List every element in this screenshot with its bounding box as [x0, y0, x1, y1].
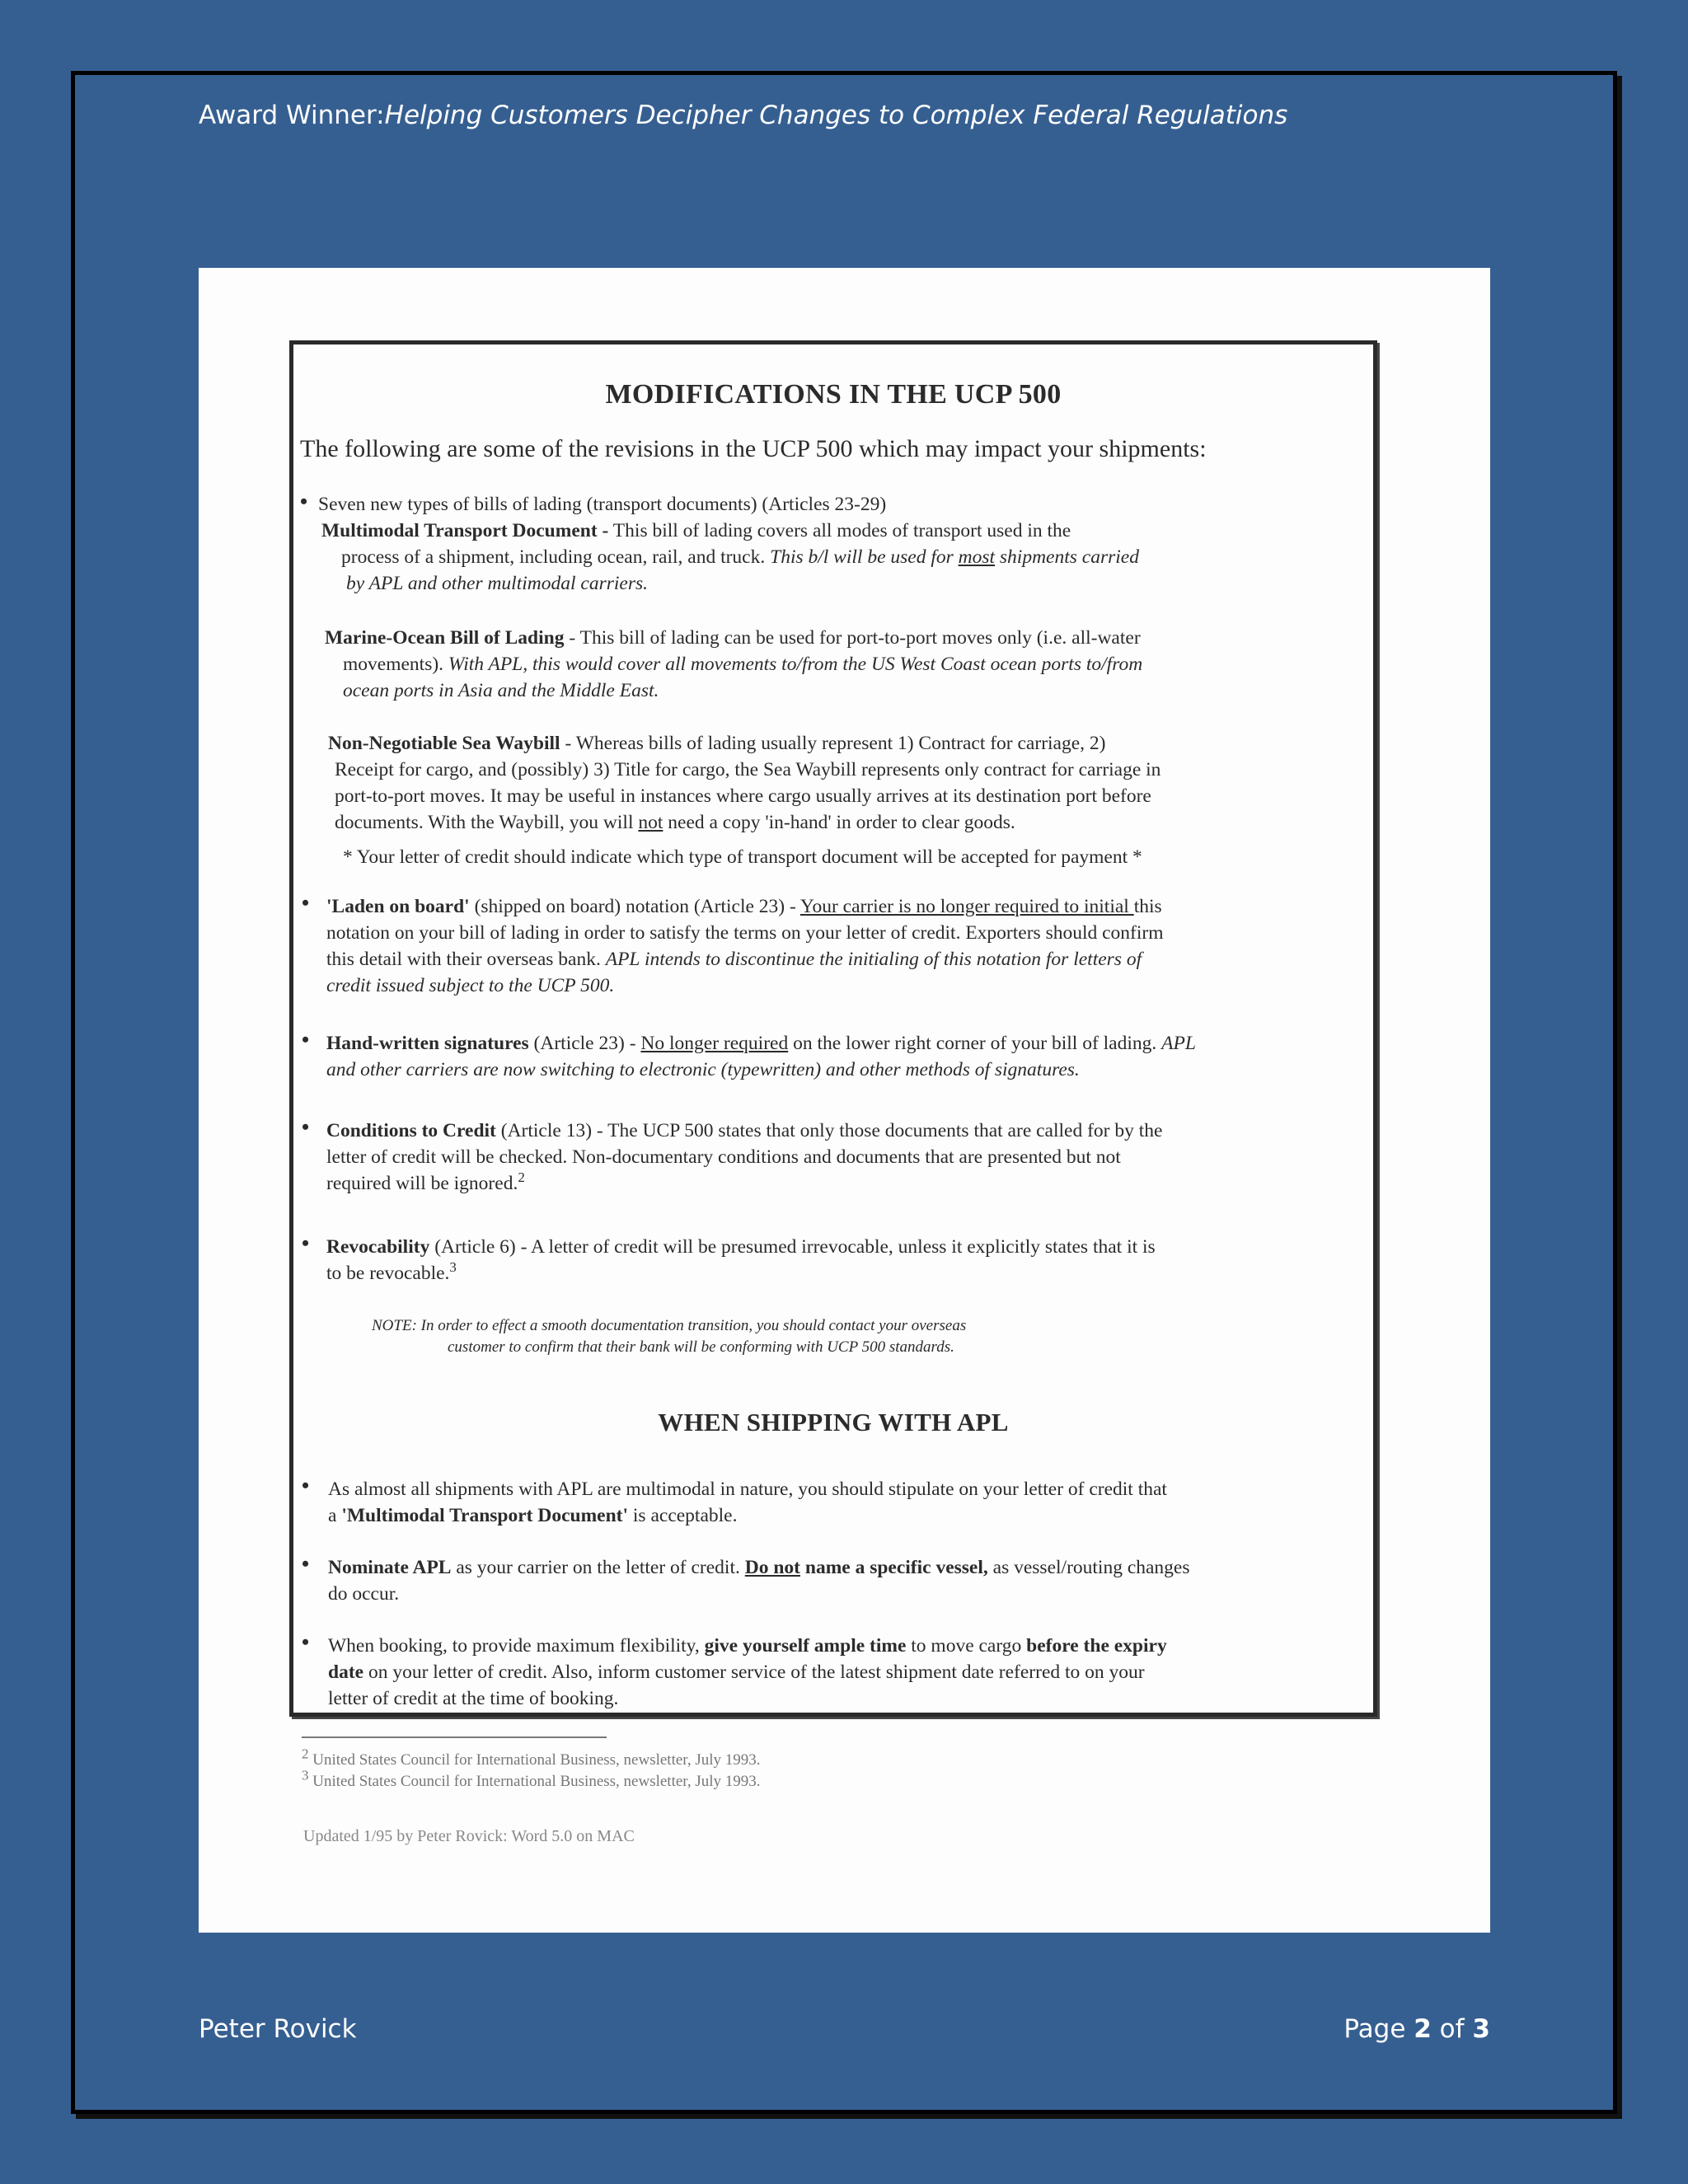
term-signatures: Hand-written signatures — [326, 1033, 529, 1054]
page-current: 2 — [1414, 2014, 1432, 2044]
text: - This bill of lading can be used for port-to-port moves only (i.e. all-water — [564, 627, 1141, 649]
footnote-2 — [302, 1746, 761, 1769]
section-heading: WHEN SHIPPING WITH APL — [658, 1408, 1009, 1436]
text: (shipped on board) notation (Article 23) - — [469, 896, 800, 917]
text: give yourself ample time — [704, 1635, 907, 1657]
bullet-icon: • — [302, 1630, 310, 1654]
text: on the lower right corner of your bill of lading. — [788, 1033, 1162, 1054]
bullet-booking — [328, 1633, 1167, 1712]
text: is acceptable. — [628, 1505, 738, 1526]
text: to be revocable. — [326, 1263, 450, 1284]
text: process of a shipment, including ocean, rail, and truck. — [341, 546, 771, 568]
text: 'Multimodal Transport Document' — [341, 1505, 629, 1526]
document-box — [289, 340, 1377, 1717]
bullet-icon: • — [302, 1115, 310, 1139]
document-intro: The following are some of the revisions in the UCP 500 which may impact your shipments: — [300, 435, 1207, 462]
term-conditions: Conditions to Credit — [326, 1120, 496, 1141]
bullet-icon: • — [300, 490, 308, 513]
text: (Article 13) - The UCP 500 states that only those documents that are called for by the — [495, 1120, 1163, 1141]
text: to move cargo — [906, 1635, 1027, 1657]
bullet-icon: • — [302, 1231, 310, 1255]
text: Receipt for cargo, and (possibly) 3) Title for cargo, the Sea Waybill represents only contract for carriage in — [335, 759, 1161, 780]
bullet-icon: • — [302, 1552, 310, 1576]
text: ocean ports in Asia and the Middle East. — [343, 680, 659, 701]
text: Do not — [744, 1557, 800, 1578]
text: letter of credit will be checked. Non-documentary conditions and documents that are presented but not — [326, 1146, 1121, 1168]
scanned-document — [199, 268, 1490, 1933]
footnote-number: 3 — [302, 1767, 309, 1783]
footnote-3 — [302, 1767, 761, 1791]
text: Your carrier is no longer required to initial — [799, 896, 1134, 917]
text: of — [1431, 2014, 1473, 2044]
text: most — [958, 546, 996, 568]
text: - Whereas bills of lading usually represent 1) Contract for carriage, 2) — [560, 733, 1106, 754]
text: port-to-port moves. It may be useful in instances where cargo usually arrives at its destination port before — [335, 785, 1151, 807]
term-multimodal: Multimodal Transport Document - — [321, 520, 609, 541]
text: this detail with their overseas bank. — [326, 949, 606, 970]
term-sea-waybill: Non-Negotiable Sea Waybill — [328, 733, 560, 754]
footnote-ref: 3 — [449, 1259, 457, 1276]
bullet-revocability — [326, 1234, 1156, 1286]
text: Nominate APL — [328, 1557, 452, 1578]
text: customer to confirm that their bank will be conforming with UCP 500 standards. — [448, 1338, 954, 1356]
text: as vessel/routing changes — [987, 1557, 1190, 1578]
bullet-icon: • — [302, 1028, 310, 1052]
text: not — [638, 812, 663, 833]
transition-note — [372, 1315, 966, 1358]
text: and other carriers are now switching to electronic (typewritten) and other methods of signatures. — [326, 1059, 1080, 1080]
header-title: Helping Customers Decipher Changes to Complex Federal Regulations — [384, 101, 1288, 130]
page-total: 3 — [1472, 2014, 1490, 2044]
text: As almost all shipments with APL are multimodal in nature, you should stipulate on your letter of credit that — [328, 1479, 1167, 1500]
bullet-laden-on-board — [326, 893, 1164, 999]
term-laden-on-board: 'Laden on board' — [326, 896, 470, 917]
bullet-text: Seven new types of bills of lading (transport documents) (Articles 23-29) — [318, 494, 887, 515]
footnote-divider — [302, 1736, 607, 1738]
bullet-transport-docs — [318, 491, 1139, 597]
text: need a copy 'in-hand' in order to clear goods. — [663, 812, 1015, 833]
text: This bill of lading covers all modes of transport used in the — [608, 520, 1071, 541]
text: by APL and other multimodal carriers. — [346, 573, 648, 594]
text: This b/l will be used for — [770, 546, 959, 568]
footnote-ref: 2 — [518, 1169, 525, 1186]
text: on your letter of credit. Also, inform customer service of the latest shipment date referred to on your — [363, 1661, 1145, 1683]
term-marine-ocean: Marine-Ocean Bill of Lading — [325, 627, 565, 649]
text: movements). — [343, 654, 448, 675]
text: letter of credit at the time of booking. — [328, 1688, 619, 1709]
page-header — [199, 101, 1287, 130]
text: before the expiry — [1026, 1635, 1167, 1657]
text: this — [1133, 896, 1162, 917]
text: With APL, this would cover all movements to/from the US West Coast ocean ports to/from — [448, 654, 1143, 675]
bullet-icon: • — [302, 891, 310, 915]
text: (Article 23) - — [528, 1033, 641, 1054]
marine-ocean-bill — [325, 625, 1142, 704]
transport-doc-note: * Your letter of credit should indicate which type of transport document will be accepted for payment * — [343, 846, 1142, 868]
bullet-multimodal — [328, 1476, 1167, 1529]
text: shipments carried — [995, 546, 1139, 568]
text: United States Council for International Business, newsletter, July 1993. — [308, 1773, 761, 1790]
bullet-icon: • — [302, 1474, 310, 1497]
text: required will be ignored. — [326, 1173, 518, 1194]
text: as your carrier on the letter of credit. — [451, 1557, 745, 1578]
sea-waybill — [328, 730, 1160, 836]
text: NOTE: In order to effect a smooth documentation transition, you should contact your overseas — [372, 1317, 967, 1334]
text: name a specific vessel, — [800, 1557, 988, 1578]
text: APL intends to discontinue the initialing of this notation for letters of — [605, 949, 1142, 970]
text: Page — [1343, 2014, 1414, 2044]
text: notation on your bill of lading in order to satisfy the terms on your letter of credit. Exporters should confirm — [326, 922, 1164, 944]
text: When booking, to provide maximum flexibility, — [328, 1635, 705, 1657]
text: (Article 6) - A letter of credit will be presumed irrevocable, unless it explicitly states that it is — [429, 1236, 1156, 1258]
text: credit issued subject to the UCP 500. — [326, 975, 615, 996]
text: date — [328, 1661, 364, 1683]
footnote-number: 2 — [302, 1746, 309, 1762]
text: United States Council for International Business, newsletter, July 1993. — [308, 1751, 761, 1769]
updated-note: Updated 1/95 by Peter Rovick: Word 5.0 on MAC — [303, 1827, 635, 1845]
document-title: MODIFICATIONS IN THE UCP 500 — [605, 379, 1062, 410]
bullet-nominate — [328, 1554, 1190, 1607]
bullet-signatures — [326, 1030, 1196, 1083]
text: APL — [1161, 1033, 1196, 1054]
text: do occur. — [328, 1583, 400, 1605]
header-prefix: Award Winner: — [199, 101, 385, 130]
bullet-conditions — [326, 1118, 1162, 1197]
text: No longer required — [640, 1033, 789, 1054]
footer-author: Peter Rovick — [199, 2014, 357, 2044]
footer-page-number — [1343, 2014, 1490, 2044]
text: a — [328, 1505, 342, 1526]
text: documents. With the Waybill, you will — [335, 812, 639, 833]
term-revocability: Revocability — [326, 1236, 430, 1258]
